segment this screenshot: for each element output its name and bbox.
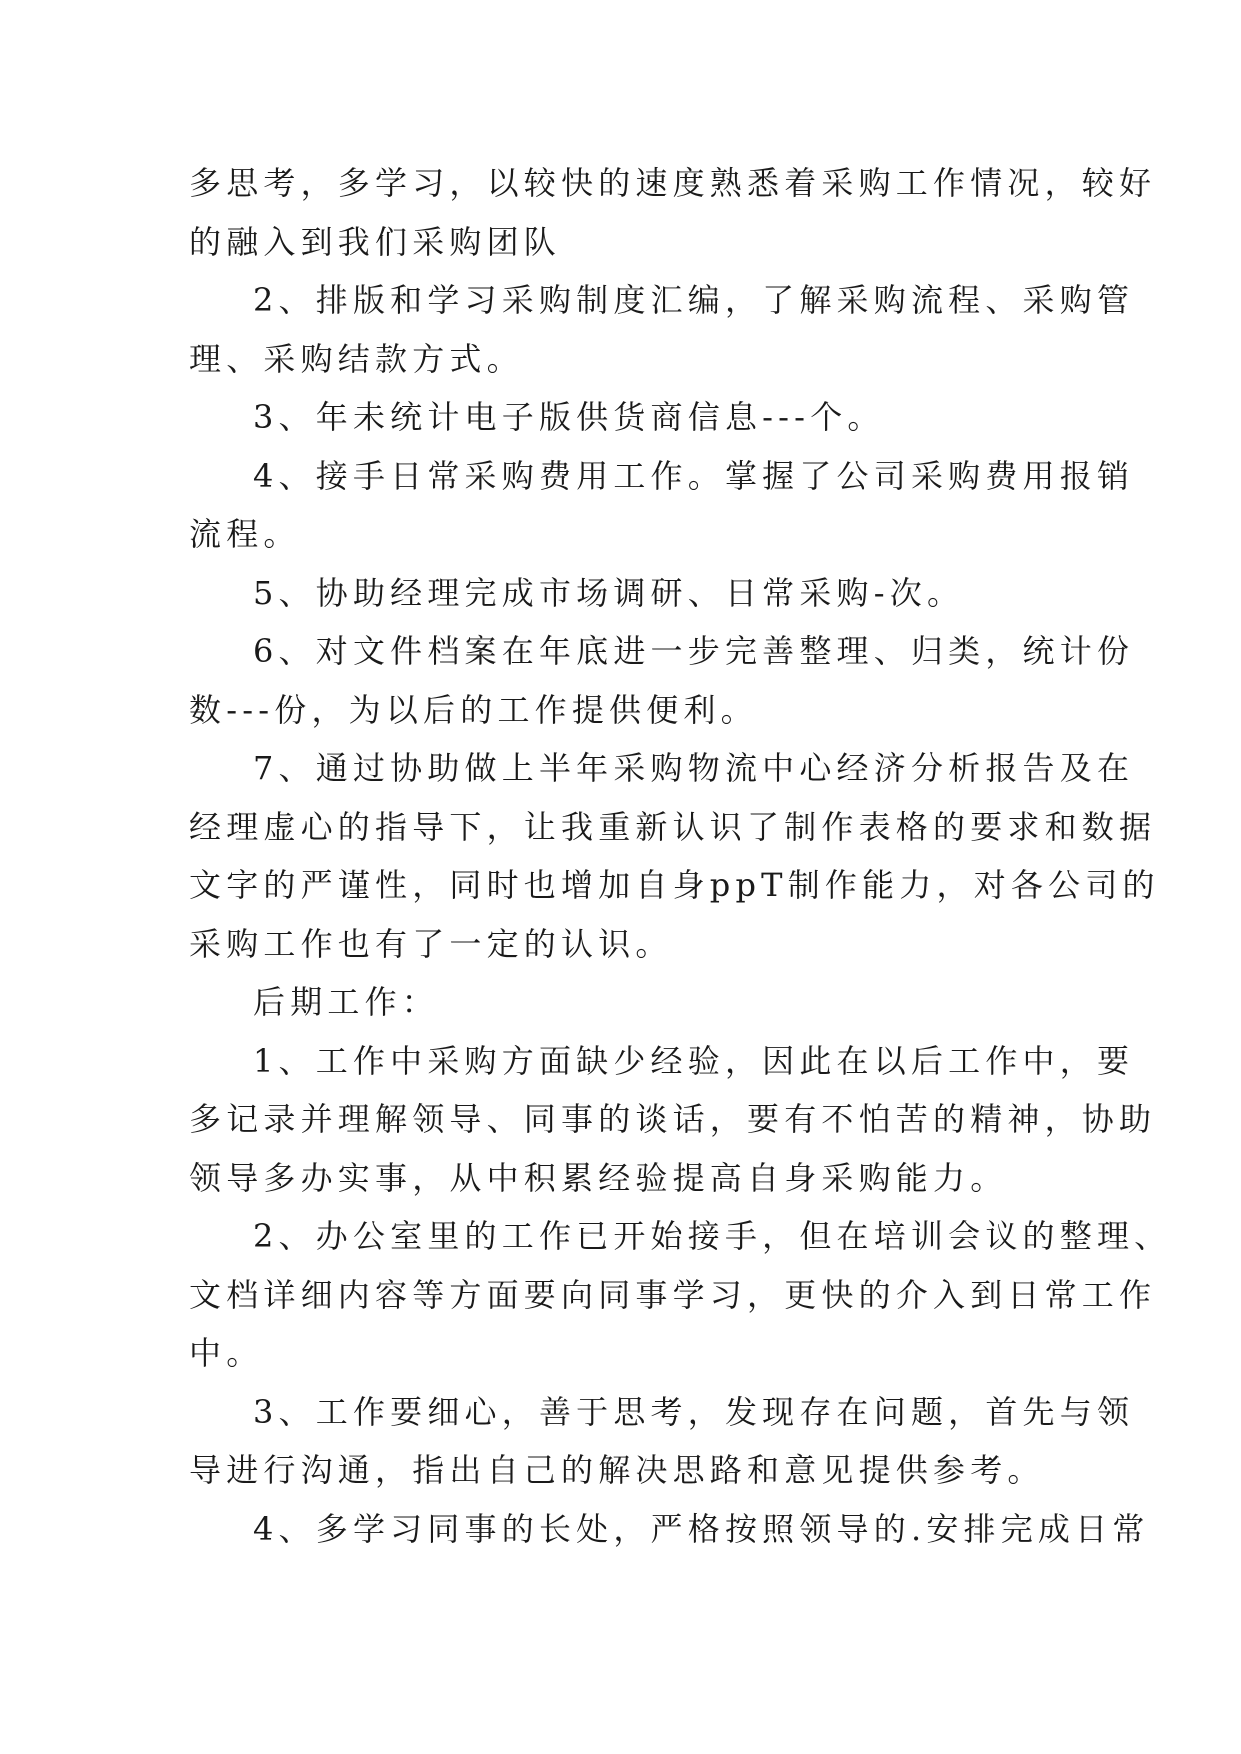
text-line: 2、办公室里的工作已开始接手，但在培训会议的整理、 [253, 1217, 1172, 1255]
text-line: 的融入到我们采购团队 [189, 222, 562, 261]
text-line: 3、工作要细心，善于思考，发现存在问题，首先与领 [253, 1392, 1135, 1431]
text-line: 中。 [189, 1334, 264, 1372]
text-line: 经理虚心的指导下，让我重新认识了制作表格的要求和数据 [189, 807, 1157, 846]
text-line: 采购工作也有了一定的认识。 [189, 924, 673, 963]
text-line: 5、协助经理完成市场调研、日常采购-次。 [253, 573, 965, 612]
text-line: 多记录并理解领导、同事的谈话，要有不怕苦的精神，协助 [189, 1100, 1157, 1138]
text-line: 流程。 [189, 515, 301, 553]
text-line: 4、多学习同事的长处，严格按照领导的.安排完成日常 [253, 1509, 1150, 1548]
text-line: 导进行沟通，指出自己的解决思路和意见提供参考。 [189, 1451, 1045, 1489]
text-line: 2、排版和学习采购制度汇编，了解采购流程、采购管 [253, 281, 1135, 319]
text-line: 6、对文件档案在年底进一步完善整理、归类，统计份 [253, 632, 1135, 670]
document-body [189, 154, 1172, 1558]
text-line: 数---份，为以后的工作提供便利。 [189, 690, 758, 729]
text-line: 7、通过协助做上半年采购物流中心经济分析报告及在 [253, 749, 1135, 787]
text-line: 文字的严谨性，同时也增加自身ppT制作能力，对各公司的 [189, 866, 1160, 904]
text-line: 领导多办实事，从中积累经验提高自身采购能力。 [189, 1158, 1008, 1197]
text-line: 文档详细内容等方面要向同事学习，更快的介入到日常工作 [189, 1275, 1157, 1314]
text-line: 理、采购结款方式。 [189, 339, 524, 378]
text-line: 3、年未统计电子版供货商信息---个。 [253, 398, 885, 436]
text-line: 后期工作： [253, 983, 440, 1021]
text-line: 多思考，多学习，以较快的速度熟悉着采购工作情况，较好 [189, 164, 1157, 202]
text-line: 4、接手日常采购费用工作。掌握了公司采购费用报销 [253, 456, 1135, 495]
text-line: 1、工作中采购方面缺少经验，因此在以后工作中，要 [253, 1041, 1135, 1080]
